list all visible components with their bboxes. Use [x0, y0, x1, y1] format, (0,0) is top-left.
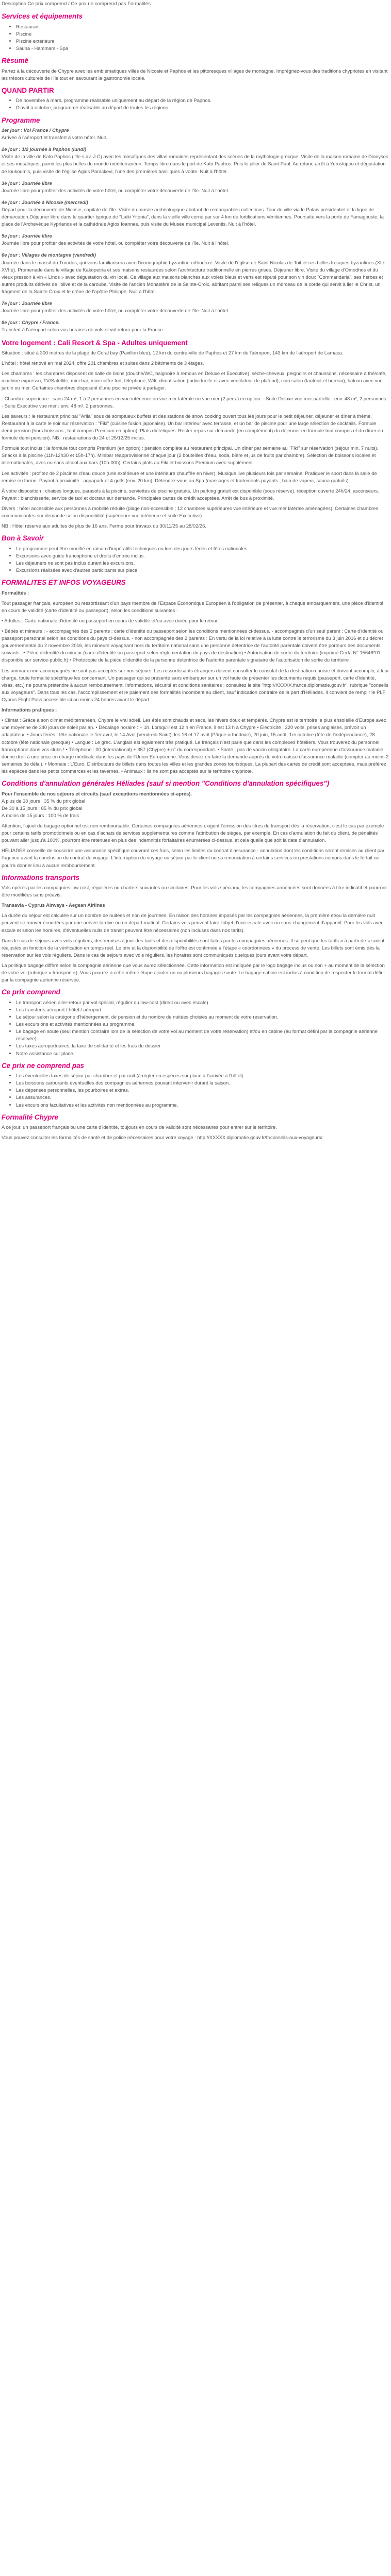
- day-text: Arrivée à l'aéroport et transfert à votre hôtel. Nuit.: [2, 134, 108, 141]
- bon-a-savoir-item: • Excursions réalisées avec d'autres participants sur place.: [16, 567, 389, 574]
- formalites-etrangers: Les animaux non-accompagnés ne sont pas acceptés sur nos séjours. Les ressortissants étrangers doivent consulter le consulat de la destination choisie et doivent accomplir, à leur charge, toute formalité spécifique les concernant. Un passager qui se présenté sans embarquer sur un vol faute de présenter les documents requis (passeport, carte d'identité, visas, etc.) ne pourra prétendre à aucun remboursement. Informations, sécurité et conditions sanitaires : consultez le site "http://XXXXX.france.diplomatie.gouv.fr", rubrique "conseils aux voyageurs". Dans tous les cas, l'accomplissement et le paiement des formalités incombent au client, sauf indication contraire de la part d'Héliades. Il convient de remplir le PLF Cyprus Flight Pass accessible ici au moins 24 heures avant le départ: [2, 667, 389, 702]
- programme-title: Programme: [2, 116, 40, 124]
- prix-ne-comprend-item: • Les dépenses personnelles, les pourboires et extras.: [16, 1087, 389, 1094]
- hotel-disposition: À votre disposition : chaises longues, parasols à la piscine, serviettes de piscine gratuits. Un parking gratuit est disponible (sous réserve). réception ouverte 24h/24, ascenseurs. Payant : blanchisserie, service de taxi et docteur sur demande. Principales cartes de crédit acceptées. Arrêt de bus à proximité.: [2, 487, 379, 501]
- services-item: • Restaurant: [16, 23, 389, 30]
- day-text: Journée libre pour profiter des activités de votre hôtel, ou compléter votre découverte de l'île. Nuit à l'hôtel.: [2, 187, 230, 193]
- annulation-line: A plus de 30 jours : 35 % du prix global: [2, 798, 86, 804]
- annulation-text: Attention, l'ajout de bagage optionnel est non remboursable. Certaines compagnies aériennes exigent l'émission des titres de transport dès la réservation, c'est le cas par exemple pour certains tarifs promotionnels ou en cas d'achats de services supplémentaires comme l'attribution de sièges, par exemple. En cas d'annulation du fait du client, de pénalités pouvant aller jusqu'à 100%, pourront être retenues en plus des indemnités forfaitaires énumérées ci-dessus, et cela quelle que soit la date d'annulation.: [2, 822, 384, 843]
- formalite-chypre-link-text: Vous pouvez consulter les formalités de santé et de police nécessaires pour votre voyage : http://XXXXX.diplomatie.gouv.fr/fr/conseils-aux-voyageurs/: [2, 1134, 323, 1141]
- services-item: • Piscine extérieure: [16, 38, 389, 45]
- formalites-mineurs: • Bébés et mineurs : - accompagnés des 2 parents : carte d'identité ou passeport selon les conditions mentionnées ci-dessus. - accompagnés d'un seul parent : Carte d'identité ou passeport personnel selon les conditions du pays ci-dessus. - non accompagnés des 2 parents : En vertu de la loi relative à la lutte contre le terrorisme du 3 juin 2016 et du décret gouvernemental du 2 novembre 2016, les mineurs voyageant hors du territoire national sans une personne détentrice de l'autorité parentale doivent être porteurs des documents suivants : • Pièce d'identité du mineur (carte d'identité ou passeport selon réglementation du pays de destination) • Autorisation de sortie du territoire (imprimé Cerfa N° 15646*01 disponible sur service-public.fr) • Photocopie de la pièce d'identité de la personne détentrice de l'autorité parentale signataire de l'autorisation de sortie du territoire: [2, 628, 384, 663]
- prix-ne-comprend-item: • Les assurances.: [16, 1094, 389, 1101]
- formalite-chypre-text: A ce jour, un passeport français ou une carte d'identité, toujours en cours de validité sont nécessaires pour entrer sur le territoire.: [2, 1124, 277, 1130]
- services-title: Services et équipements: [2, 12, 83, 21]
- hotel-divers: Divers : hôtel accessible aux personnes à mobilité réduite (plage non-accessible ; 12 chambres supérieures vue intérieure et vue mer latérale aménagées). Certaines chambres communicantes sur demande selon disponibilité (supérieure vue intérieure et suite Executive).: [2, 505, 379, 519]
- annulation-line: A moins de 15 jours : 100 % de frais: [2, 812, 79, 818]
- transports-title: Informations transports: [2, 873, 80, 882]
- formalite-chypre-title: Formalité Chypre: [2, 1113, 59, 1121]
- prix-comprend-item: • Notre assistance sur place.: [16, 1050, 389, 1057]
- formalites-adultes: • Adultes : Carte nationale d'identité ou passeport en cours de validité et/ou avec durée pour le retour.: [2, 617, 219, 623]
- prix-ne-comprend-item: • Les excursions facultatives et les activités non mentionnées au programme.: [16, 1101, 389, 1109]
- transports-tarifs: Dans le cas de séjours avec vols réguliers, des remises à jour des tarifs et des disponibilités sont faites par les compagnies aériennes. Il se peut que les tarifs « à partir de » soient réajustés en fonction de la vérification en temps réel. Le prix et la disponibilité de l'offre est confirmée à l'étape « coordonnées » du process de vente. Les billets sont émis dès la réservation sur les vols réguliers. Dans le cas de séjours avec vols réguliers, les horaires sont communiqués quelques jours avant votre départ.: [2, 937, 385, 958]
- services-item: • Piscine: [16, 30, 389, 38]
- programme-day: [2, 180, 389, 194]
- day-text: Journée libre pour profiter des activités de votre hôtel, ou compléter votre découverte de l'île. Nuit à l'hôtel.: [2, 308, 230, 314]
- infos-pratiques-text: • Climat : Grâce à son climat méditerranéen, Chypre le vrai soleil. Les étés sont chauds et secs, les hivers doux et tempérés. Chypre est le territoire le plus ensoleillé d'Europe avec une moyenne de 340 jours de soleil par an. • Décalage horaire : + 1h. Lorsqu'il est 12 h en France, il est 13 h à Chypre • Électricité : 220 volts, prises anglaises, prévoir un adaptateur. • Jours fériés : fête nationale le 1er avril, le 14 Avril (Vendredi Saint), les 16 et 17 avril (Pâque orthodoxe), 20 juin, 15 août, 1er octobre (fête de l'indépendance), 28 octobre (fête nationale grecque) • Langue : Le grec. L'anglais est également très pratiqué. Le français n'est parlé que dans les complexes hôteliers. Vous trouverez du personnel francophone dans vos clubs ! • Téléphone : 00 (international) + 357 (Chypre) + n° du correspondant. • Santé : pas de vaccin obligatoire. La carte européenne d'assurance maladie donne droit à une prise en charge médicale dans les pays de l'Union Européenne. Vous devez en faire la demande auprès de votre caisse d'assurance maladie (compter au moins 2 semaines de délai). • Monnaie : L'Euro. Distributeurs de billets dans toutes les villes et les grandes zones touristiques. La plupart des cartes de crédit sont acceptées, mais préférez les espèces dans les petits commerces et les tavernes. • Animaux : ils ne sont pas acceptés sur le territoire chypriote.: [2, 717, 389, 774]
- transports-text: Vols opérés par les compagnies low cost, régulières ou charters suivantes ou similaires. Pour les vols spéciaux, les compagnies annoncées sont données à titre indicatif et pourront être modifiées sans préavis.: [2, 885, 387, 898]
- day-title: 7e jour : Journée libre: [2, 300, 52, 307]
- hotel-formule: Formule tout inclus : la formule tout compris Premium (en option) : pension complète au restaurant principal. Un dîner par semaine au "Fiki" sur réservation (séjour min. 7 nuits). Snacks à la piscine (11h-12h30 et 15h-17h). Minibar réapprovisionné chaque jour (2 bouteilles d'eau, soda, bière et jus de fruits par chambre). Sélection de boissons locales et internationales, avec ou sans alcool aux bars (10h-00h). Certains plats au Fiki et boissons Premium avec supplément.: [2, 445, 379, 466]
- day-text: Visite de la ville de Kato Paphos (l'île s.av. J.C) avec les mosaïques des villas romaines représentant des scènes de la mythologie grecque. Visite de la maison romaine de Dionysos et ses mosaïques, parmi les plus belles du monde méditerranéen. Temps libre dans le port de Kato Paphos. Puis le pilier de Saint-Paul. Au retour, arrêt à Yeroskipou et dégustation de loukoumis, puis visite de l'église Agios Paraskevi, l'une des premières basiliques à voûte. Nuit à l'hôtel.: [2, 154, 388, 174]
- hotel-activites: Les activités : profitez de 2 piscines d'eau douce (une extérieure et une intérieure chauffée en hiver). Musique live plusieurs fois par semaine. Pratiquer le sport dans la salle de remise en forme. Payant à proximité : aquapark et 4 golfs (env. 20 km). Détendez-vous au Spa (massages et traitements payants ; bain de vapeur, sauna gratuits).: [2, 470, 377, 483]
- day-text: Transfert à l'aéroport selon vos horaires de vols et vol retour pour la France.: [2, 327, 165, 333]
- prix-comprend-item: • Les excursions et activités mentionnées au programme.: [16, 1021, 389, 1028]
- prix-ne-comprend-title: Ce prix ne comprend pas: [2, 1061, 84, 1070]
- programme-day: [2, 199, 389, 228]
- day-title: 8e jour : Chypre / France.: [2, 319, 60, 326]
- prix-comprend-list: [2, 999, 389, 1057]
- bon-a-savoir-item: • Les déjeuners ne sont pas inclus durant les excursions.: [16, 560, 389, 567]
- prix-comprend-item: • Le bagage en soute (seul mention contraire lors de la sélection de votre vol au moment de votre réservation) et/ou en cabine (au format défini par la compagnie aérienne réservée).: [16, 1028, 389, 1042]
- hotel-chambres: Les chambres : les chambres disposent de salle de bains (douche/WC, baignoire à remous en Deluxe et Executive), sèche-cheveux, peignoirs et chaussons, nécessaire à thé/café, machine expresso, TV/Satellite, mini-bar, mini-coffre fort, téléphone, Wifi, climatisation (individuelle et avec ventilateur de plafond), coin salon (fauteuil et bureau), balcon avec vue jardin ou mer. Certaines chambres disposent d'une piscine privée à partager.: [2, 370, 387, 391]
- bon-a-savoir-list: [2, 545, 389, 574]
- quand-partir-title: QUAND PARTIR: [2, 86, 54, 94]
- transports-bagages: La politique bagage diffère selon la compagnie aérienne que vous aurez sélectionnée. Cette information est indiquée par le logo bagage inclus ou non + au moment de la sélection de votre vol (rubrique « transport »). Vous pourrez à cette même étape ajouter un ou plusieurs bagages soute. Le bagage cabine est inclus à condition de respecter le format défini par la compagnie aérienne réservée.: [2, 962, 385, 983]
- day-text: Journée dans le massif du Troodos, qui vous familiarisera avec l'iconographie byzantine orthodoxe. Visite de l'église de Saint Nicolas de Toit et ses belles fresques byzantines (XIe-XVIIe). Promenade dans le village de Kakopetria et ses maisons restaurées selon l'architecture traditionnelle en pierres grises. Déjeuner libre. Visite du village d'Omodhos et du vieux pressoir à vin « Linos » avec dégustation du vin local. Ce village aux maisons blanches aux volets bleus et verts est réputé pour son vin doux "Commandaria", ses herbes et autres produits dérivés de l'olive et de la caroube. Visite de l'ancien Monastère de la Sainte-Croix, abritant parmi ses reliques un morceau de la corde qui servit à lier le Christ, un fragment de la Sainte Croix et le crâne de l'apôtre Philippe. Nuit à l'hôtel.: [2, 259, 386, 295]
- day-text: Départ pour la découverte de Nicosie, capitale de l'île. Visite du musée archéologique abritant de remarquables collections. Tour de ville via le Palais présidentiel et la ligne de démarcation.Déjeuner libre dans le quartier typique de "Laiki Yitonia", dans la vieille ville cerné par sur 4 km de fortifications vénitiennes. Poursuite vers la porte de Famagouste, la place de l'Archevêque Kyprianos et la cathédrale Agios Ioannes, puis visite du Musée municipal Leventis. Nuit à l'hôtel.: [2, 206, 384, 227]
- prix-ne-comprend-list: [2, 1072, 389, 1109]
- prix-ne-comprend-item: • Les éventuelles taxes de séjour par chambre et par nuit (à régler en espèces sur place à l'arrivée à l'hôtel).: [16, 1072, 389, 1079]
- formalites-label: Formalités :: [2, 589, 29, 596]
- prix-comprend-item: • Les transferts aéroport / hôtel / aéroport: [16, 1006, 389, 1013]
- programme-day: [2, 127, 389, 141]
- programme-day: [2, 232, 389, 247]
- prix-ne-comprend-item: • Les boissons carburants éventuelles des compagnies aériennes pouvant intervenir durant la saison.: [16, 1079, 389, 1087]
- programme-day: [2, 300, 389, 314]
- prix-comprend-title: Ce prix comprend: [2, 988, 60, 996]
- prix-comprend-item: • Le transport aérien aller-retour par vol spécial, régulier ou low-cost (direct ou avec escale): [16, 999, 389, 1006]
- transports-companies: Transavia - Cyprus Airways - Aegean Airlines: [2, 902, 105, 908]
- day-title: 5e jour : Journée libre: [2, 233, 52, 239]
- bon-a-savoir-title: Bon à Savoir: [2, 534, 44, 543]
- page-content: [0, 1, 391, 1141]
- day-title: 2e jour : 1/2 journée à Paphos (lundi): [2, 146, 87, 152]
- bon-a-savoir-item: • Le programme peut être modifié en raison d'impératifs techniques ou lors des jours fériés et fêtes nationales.: [16, 545, 389, 552]
- day-title: 6e jour : Villages de montagne (vendredi): [2, 252, 96, 258]
- hotel-title: Votre logement : Cali Resort & Spa - Adultes uniquement: [2, 338, 188, 347]
- annulation-line: De 30 à 15 jours : 85 % du prix global: [2, 805, 83, 811]
- day-title: 3e jour : Journée libre: [2, 180, 52, 186]
- formalites-text: Tout passager français, européen ou ressortissant d'un pays membre de l'Espace Économique Européen à l'obligation de présenter, à chaque embarquement, une pièce d'identité en cours de validité (carte d'identité ou passeport), selon les conditions suivantes :: [2, 600, 384, 613]
- annulation-assurance: HÉLIADES conseille de souscrire une assurance spécifique couvrant ces frais, selon les limites du contrat d'assurance - annulation dont les conditions seront remises au client par l'agence avant la conclusion du contrat de voyage. L'interruption du voyage ou séjour par le client ou sa renonciation à certains services ou prestations compris dans le forfait ne pourra donner lieu à aucun remboursement.: [2, 848, 385, 868]
- day-title: 1er jour : Vol France / Chypre: [2, 127, 69, 133]
- prix-comprend-item: • Le séjour selon la catégorie d'hébergement, de pension et du nombre de nuitées choisies au moment de votre réservation.: [16, 1013, 389, 1021]
- programme-day: [2, 146, 389, 175]
- formalites-title: FORMALITES ET INFOS VOYAGEURS: [2, 579, 126, 587]
- quand-partir-item: • De novembre à mars, programme réalisable uniquement au départ de la région de Paphos.: [16, 97, 389, 104]
- prix-comprend-item: • Les taxes aéroportuaires, la taxe de solidarité et les frais de dossier: [16, 1042, 389, 1049]
- annulation-title: Conditions d'annulation générales Héliades (sauf si mention "Conditions d'annulation spécifiques"): [2, 779, 330, 788]
- programme-day: [2, 319, 389, 333]
- day-text: Journée libre pour profiter des activités de votre hôtel, ou compléter votre découverte de l'île. Nuit à l'hôtel.: [2, 240, 230, 246]
- quand-partir-list: [2, 97, 389, 111]
- services-item: • Sauna - Hammam - Spa: [16, 45, 389, 52]
- day-title: 4e jour : Journée à Nicosie (mercredi): [2, 199, 88, 205]
- hotel-restauration: Les saveurs : le restaurant principal "Ariia" sous de somptueux buffets et des stations de show cooking ouvert tous les jours pour le petit déjeuner, déjeuner et dîner à thème. Restaurant à la carte le soir sur réservation : "Fiki" (cuisine fusion japonaise). Un bar intérieur avec terrasse, et un bar de piscine pour une large sélection de cocktails. Formule demi-pension (hors boissons ; tout compris Premium en option). Plats diététiques. Rester repas sur demande (en complément) du déjeuner en formule tout compris et du dîner en formule demi-pension). NB : restaurations du 24 et 25/12/25 inclus.: [2, 413, 383, 441]
- annulation-line: Pour l'ensemble de nos séjours et circuits (sauf exceptions mentionnées ci-après).: [2, 790, 192, 796]
- services-list: [2, 23, 389, 52]
- hotel-nb: NB : Hôtel réservé aux adultes de plus de 16 ans. Fermé pour travaux du 30/11/25 au 28/02/26.: [2, 523, 206, 529]
- hotel-chambres-types: - Chambre supérieure : sans 24 m², 1 à 2 personnes en vue intérieure ou vue mer latérale ou vue mer (2 pers.) en option. - Suite Deluxe vue mer partielle : env. 48 m², 2 personnes. - Suite Executive vue mer : env. 48 m², 2 personnes.: [2, 395, 388, 409]
- transports-duree: La durée du séjour est calculée sur un nombre de nuitées et non de journées. En raison des horaires imposés par les compagnies aériennes, la première et/ou la dernière nuit peuvent se trouver écourtées par une arrivée tardive ou un départ matinal. Certains vols peuvent faire l'objet d'une escale avec ou sans changement d'appareil. Pour les vols avec escale et selon les horaires, d'éventuelles nuits de transit peuvent être nécessaires (non incluses dans nos tarifs).: [2, 912, 384, 933]
- hotel-description: L'hôtel : hôtel rénové en mai 2024, offre 201 chambres et suites dans 2 bâtiments de 3 étages.: [2, 360, 204, 366]
- resume-title: Résumé: [2, 57, 29, 65]
- programme-day: [2, 251, 389, 295]
- hotel-situation: Situation : situé à 300 mètres de la plage de Coral bay (Pavillon bleu), 12 km du centre-ville de Paphos et 27 km de l'aéroport, 143 km de l'aéroport de Larnaca.: [2, 350, 344, 355]
- quand-partir-item: • D'avril à octobre, programme réalisable au départ de toutes les régions.: [16, 104, 389, 111]
- description-tabs-line: Description Ce prix comprend / Ce prix ne comprend pas Formalités: [2, 1, 151, 7]
- infos-pratiques-label: Informations pratiques :: [2, 707, 57, 713]
- bon-a-savoir-item: • Excursions avec guide francophone et droits d'entrée inclus.: [16, 552, 389, 560]
- resume-text: Partez à la découverte de Chypre avec les emblématiques villes de Nicosie et Paphos et les pittoresques villages de montagne. Imprégnez-vous des traditions chypriotes en visitant les trésors culturels de l'île tout en savourant la gastronomie locale.: [2, 67, 388, 81]
